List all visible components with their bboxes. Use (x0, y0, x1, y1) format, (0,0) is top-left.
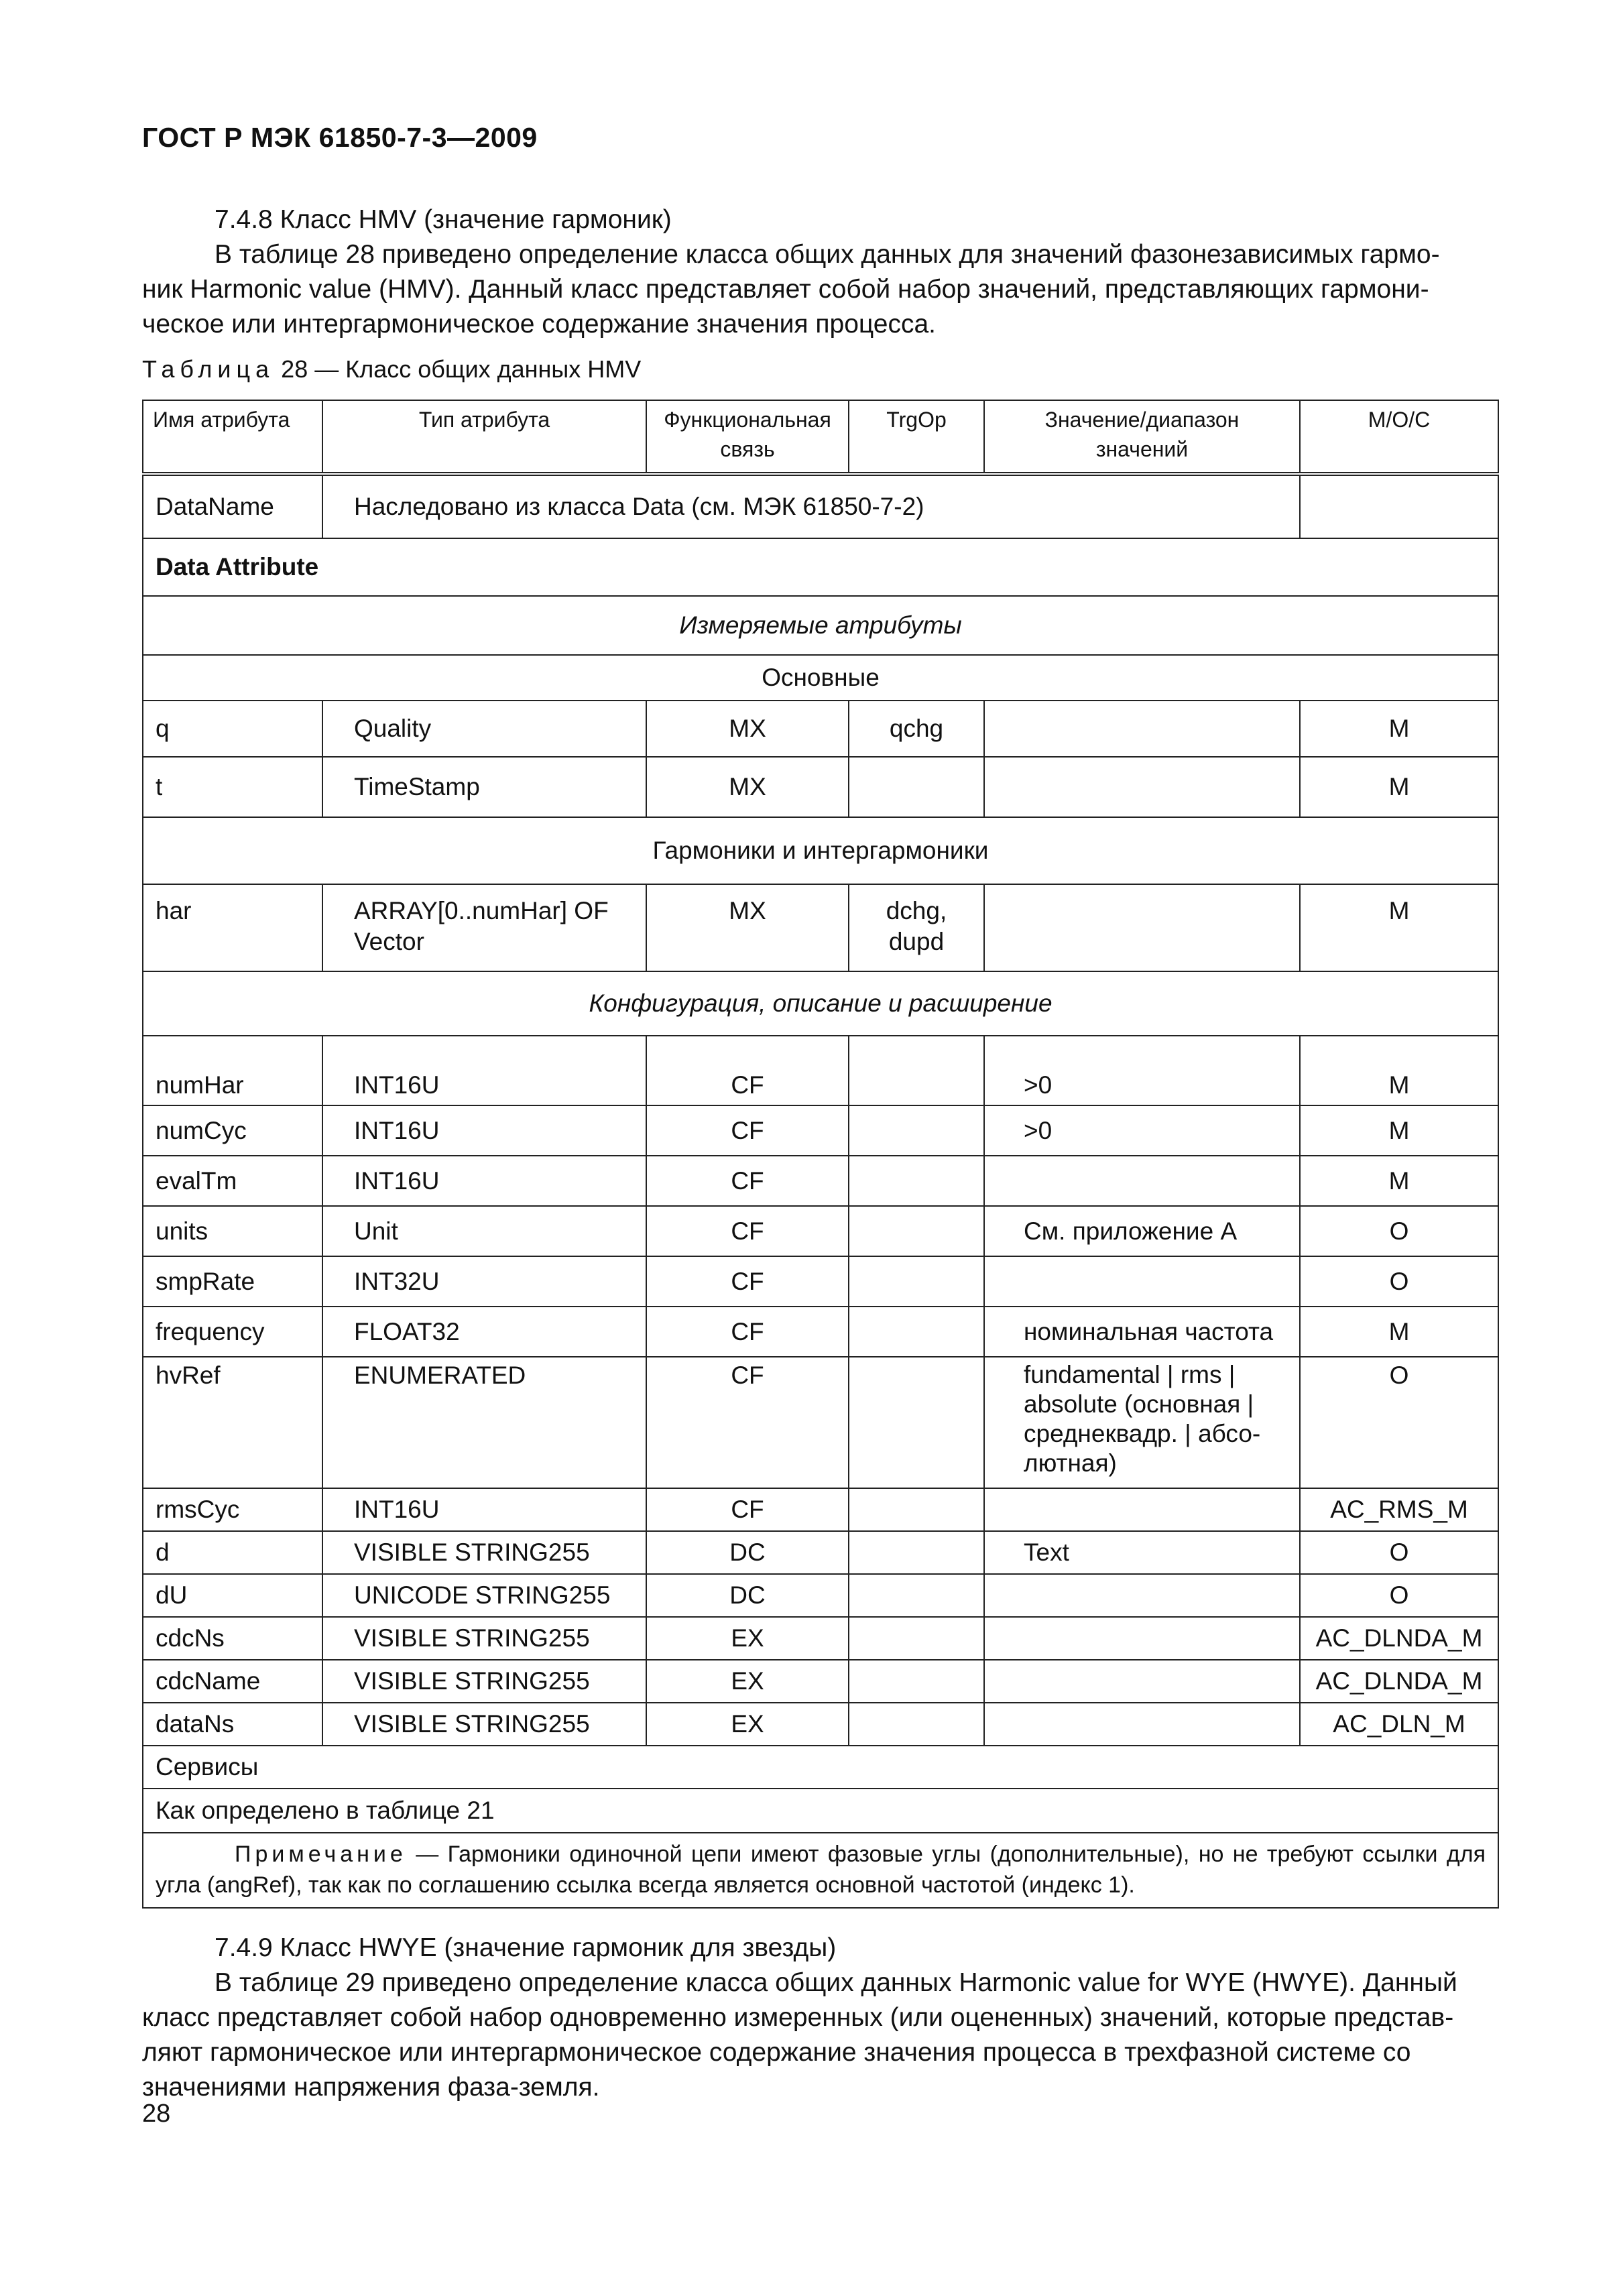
cell-value (984, 1156, 1300, 1206)
cell-trgop (849, 1660, 984, 1703)
table-row (143, 1703, 1498, 1746)
table-row (143, 757, 1498, 817)
table-row (143, 1256, 1498, 1307)
cell-moc: AC_DLNDA_M (1300, 1660, 1498, 1703)
paragraph-line: В таблице 28 приведено определение класса общих данных для значений фазонезависимых гармо- (215, 240, 1440, 269)
table-caption (142, 355, 641, 383)
table-row (143, 1617, 1498, 1660)
table-row (143, 1357, 1498, 1488)
cell-fc: CF (646, 1036, 849, 1105)
paragraph-line: класс представляет собой набор одновременно измеренных (или оцененных) значений, которые представ- (142, 2003, 1454, 2032)
cell-trgop (849, 1206, 984, 1256)
cell-type: VISIBLE STRING255 (322, 1660, 646, 1703)
section-paragraph-749 (142, 1966, 1498, 2105)
table-row (143, 701, 1498, 757)
cell-moc: M (1300, 701, 1498, 757)
cell-trgop (849, 1531, 984, 1574)
cell-value: См. приложение А (984, 1206, 1300, 1256)
cell-fc: CF (646, 1206, 849, 1256)
cell-value (984, 1660, 1300, 1703)
table-row (143, 1307, 1498, 1357)
header-moc: M/O/C (1300, 400, 1498, 474)
cell-harmonics-title: Гармоники и интергармоники (143, 817, 1498, 884)
cell-fc: CF (646, 1156, 849, 1206)
table-row (143, 1660, 1498, 1703)
cell-config-title: Конфигурация, описание и расширение (143, 971, 1498, 1036)
cell-type: Unit (322, 1206, 646, 1256)
section-paragraph-748 (142, 237, 1498, 342)
cell-moc: AC_DLNDA_M (1300, 1617, 1498, 1660)
cell-moc: O (1300, 1574, 1498, 1617)
cell-type: INT16U (322, 1488, 646, 1531)
cell-value: fundamental | rms | absolute (основная | среднеквадр. | абсо-лютная) (984, 1357, 1300, 1488)
cell-fc: CF (646, 1357, 849, 1488)
cell-fc: EX (646, 1660, 849, 1703)
table-row-services (143, 1746, 1498, 1789)
cell-note (143, 1833, 1498, 1908)
cell-type: FLOAT32 (322, 1307, 646, 1357)
paragraph-line: значениями напряжения фаза-земля. (142, 2073, 600, 2102)
header-value-range: Значение/диапазон значений (984, 400, 1300, 474)
cell-type: UNICODE STRING255 (322, 1574, 646, 1617)
cell-value (984, 1617, 1300, 1660)
note-text: — Гармоники одиночной цепи имеют фазовые углы (дополнительные), но не требуют ссылки для угла (angRef), так как по соглашению ссылка всегда является основной частотой (индекс 1). (156, 1841, 1486, 1898)
table-row (143, 1105, 1498, 1156)
cell-fc: CF (646, 1256, 849, 1307)
table-row (143, 1036, 1498, 1105)
table-row (143, 1531, 1498, 1574)
cell-fc: CF (646, 1105, 849, 1156)
cell-moc: O (1300, 1206, 1498, 1256)
hmv-table (142, 400, 1499, 1909)
cell-moc: AC_DLN_M (1300, 1703, 1498, 1746)
cell-trgop (849, 757, 984, 817)
cell-type: INT32U (322, 1256, 646, 1307)
header-functional-constraint: Функциональная связь (646, 400, 849, 474)
cell-trgop (849, 1574, 984, 1617)
cell-value (984, 757, 1300, 817)
table-row-dataname (143, 474, 1498, 538)
cell-moc: O (1300, 1357, 1498, 1488)
cell-name: har (143, 884, 322, 971)
cell-fc: MX (646, 884, 849, 971)
cell-trgop (849, 1307, 984, 1357)
cell-type: TimeStamp (322, 757, 646, 817)
cell-type: Quality (322, 701, 646, 757)
cell-trgop: qchg (849, 701, 984, 757)
cell-moc: M (1300, 757, 1498, 817)
cell-fc: DC (646, 1531, 849, 1574)
cell-moc: M (1300, 1156, 1498, 1206)
cell-type: ARRAY[0..numHar] OF Vector (322, 884, 646, 971)
cell-moc: M (1300, 884, 1498, 971)
cell-name: d (143, 1531, 322, 1574)
table-row-note (143, 1833, 1498, 1908)
table-row-services-text (143, 1789, 1498, 1833)
cell-services-label: Сервисы (143, 1746, 1498, 1789)
cell-name: evalTm (143, 1156, 322, 1206)
cell-name: cdcNs (143, 1617, 322, 1660)
cell-dataname: DataName (143, 474, 322, 538)
section-title-748: 7.4.8 Класс HMV (значение гармоник) (215, 205, 672, 234)
cell-name: hvRef (143, 1357, 322, 1488)
cell-value (984, 1256, 1300, 1307)
cell-data-attribute: Data Attribute (143, 538, 1498, 596)
cell-value (984, 701, 1300, 757)
cell-basic-title: Основные (143, 655, 1498, 701)
cell-name: smpRate (143, 1256, 322, 1307)
cell-name: q (143, 701, 322, 757)
cell-name: units (143, 1206, 322, 1256)
cell-type: VISIBLE STRING255 (322, 1703, 646, 1746)
cell-value (984, 884, 1300, 971)
cell-trgop (849, 1488, 984, 1531)
cell-name: dU (143, 1574, 322, 1617)
cell-name: cdcName (143, 1660, 322, 1703)
paragraph-line: ческое или интергармоническое содержание значения процесса. (142, 310, 936, 339)
section-title-749: 7.4.9 Класс HWYE (значение гармоник для звезды) (215, 1933, 837, 1962)
cell-moc: O (1300, 1256, 1498, 1307)
cell-trgop (849, 1617, 984, 1660)
cell-value (984, 1574, 1300, 1617)
cell-fc: EX (646, 1703, 849, 1746)
cell-type: INT16U (322, 1156, 646, 1206)
table-row (143, 1206, 1498, 1256)
cell-name: numHar (143, 1036, 322, 1105)
cell-name: rmsCyc (143, 1488, 322, 1531)
cell-value (984, 1703, 1300, 1746)
cell-value: >0 (984, 1105, 1300, 1156)
cell-type: INT16U (322, 1105, 646, 1156)
cell-moc: M (1300, 1307, 1498, 1357)
cell-trgop (849, 1357, 984, 1488)
cell-name: t (143, 757, 322, 817)
table-row-section-measured (143, 596, 1498, 655)
cell-measured-title: Измеряемые атрибуты (143, 596, 1498, 655)
cell-name: dataNs (143, 1703, 322, 1746)
paragraph-line: ляют гармоническое или интергармоническое содержание значения процесса в трехфазной системе со (142, 2038, 1411, 2067)
cell-type: VISIBLE STRING255 (322, 1617, 646, 1660)
table-row (143, 884, 1498, 971)
cell-trgop (849, 1156, 984, 1206)
cell-trgop (849, 1256, 984, 1307)
cell-value: Text (984, 1531, 1300, 1574)
cell-type: INT16U (322, 1036, 646, 1105)
table-row (143, 1488, 1498, 1531)
cell-inherited: Наследовано из класса Data (см. МЭК 61850-7-2) (322, 474, 1300, 538)
cell-name: frequency (143, 1307, 322, 1357)
table-row-section-harmonics (143, 817, 1498, 884)
cell-moc: O (1300, 1531, 1498, 1574)
cell-value: >0 (984, 1036, 1300, 1105)
cell-type: VISIBLE STRING255 (322, 1531, 646, 1574)
cell-trgop (849, 1105, 984, 1156)
cell-name: numCyc (143, 1105, 322, 1156)
paragraph-line: ник Harmonic value (HMV). Данный класс представляет собой набор значений, представляющих гармони- (142, 275, 1429, 304)
cell-fc: DC (646, 1574, 849, 1617)
table-row-data-attribute (143, 538, 1498, 596)
table-header-row (143, 400, 1498, 474)
cell-moc: M (1300, 1036, 1498, 1105)
cell-trgop (849, 1703, 984, 1746)
cell-fc: EX (646, 1617, 849, 1660)
cell-moc: M (1300, 1105, 1498, 1156)
cell-trgop (849, 1036, 984, 1105)
table-row-section-config (143, 971, 1498, 1036)
cell-fc: MX (646, 757, 849, 817)
cell-value (984, 1488, 1300, 1531)
cell-value: номинальная частота (984, 1307, 1300, 1357)
cell-fc: MX (646, 701, 849, 757)
cell-fc: CF (646, 1488, 849, 1531)
cell-empty (1300, 474, 1498, 538)
cell-type: ENUMERATED (322, 1357, 646, 1488)
document-header: ГОСТ Р МЭК 61850-7-3—2009 (142, 122, 538, 153)
table-row (143, 1156, 1498, 1206)
cell-services-text: Как определено в таблице 21 (143, 1789, 1498, 1833)
header-trgop: TrgOp (849, 400, 984, 474)
table-row (143, 1574, 1498, 1617)
header-attribute-type: Тип атрибута (322, 400, 646, 474)
page-number: 28 (142, 2100, 171, 2128)
table-caption-text: 28 — Класс общих данных HMV (281, 355, 642, 383)
cell-trgop: dchg, dupd (849, 884, 984, 971)
table-caption-prefix: Таблица (142, 355, 275, 383)
cell-moc: AC_RMS_M (1300, 1488, 1498, 1531)
header-attribute-name: Имя атрибута (143, 400, 322, 474)
paragraph-line: В таблице 29 приведено определение класса общих данных Harmonic value for WYE (HWYE). Данный (215, 1968, 1457, 1997)
note-prefix: Примечание (235, 1841, 407, 1867)
table-row-section-basic (143, 655, 1498, 701)
cell-fc: CF (646, 1307, 849, 1357)
